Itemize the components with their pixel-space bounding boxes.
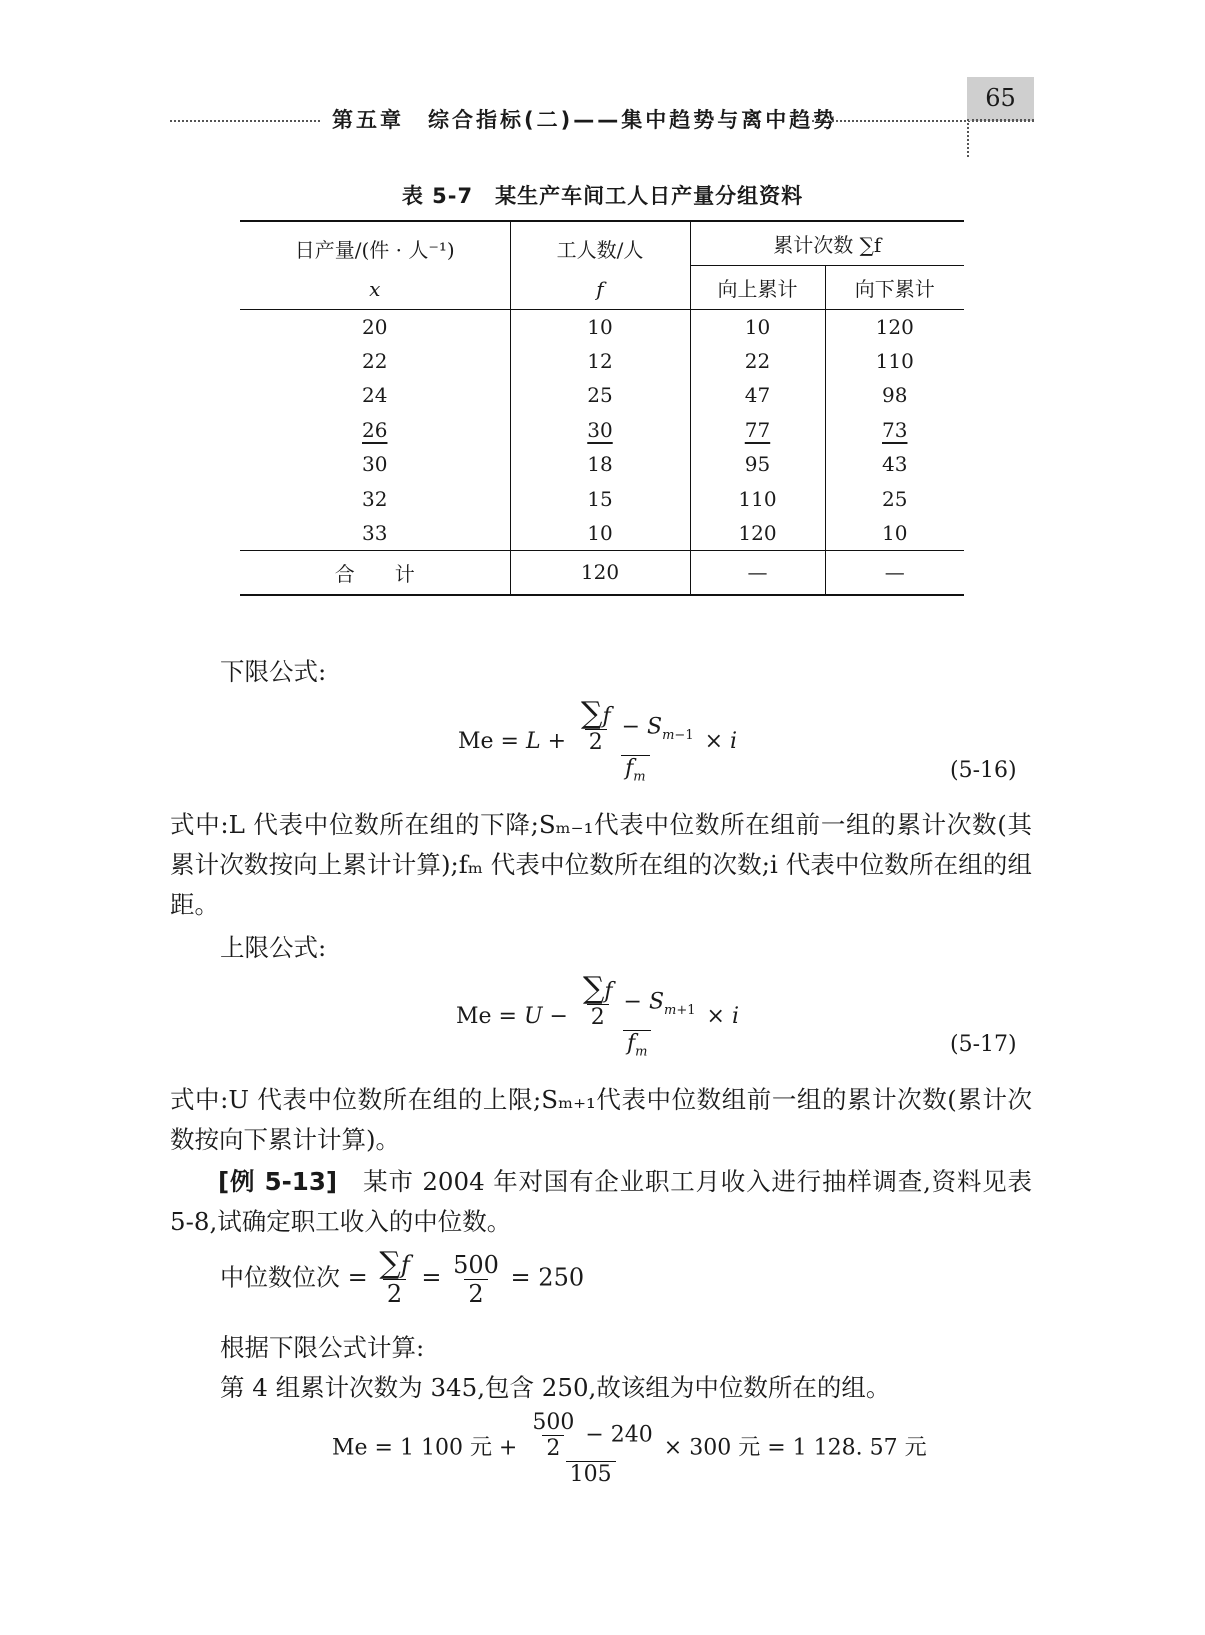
lower-formula-rhs: × i [704, 729, 738, 755]
table-cell: 10 [510, 516, 690, 551]
table-cell: 110 [825, 344, 964, 379]
final-rhs: × 300 元 = 1 128. 57 元 [663, 1435, 927, 1461]
table-row [240, 344, 964, 379]
final-minus: − 240 [585, 1422, 653, 1448]
lower-inner-num: ∑f [581, 696, 611, 731]
median-pos-eq3: = [510, 1263, 539, 1292]
table-row [240, 413, 964, 448]
final-numerator [524, 1410, 656, 1461]
table-cell: 43 [825, 447, 964, 482]
col-header-output [240, 221, 510, 309]
final-fraction [524, 1410, 656, 1487]
page-marker-tick [967, 119, 969, 157]
final-formula [332, 1410, 927, 1487]
final-lhs: Me = 1 100 元 + [332, 1435, 518, 1461]
lower-formula-label: 下限公式: [220, 657, 327, 686]
median-pos-frac1-num: ∑f [379, 1246, 410, 1281]
upper-formula-fraction [575, 971, 700, 1060]
final-inner-den: 2 [542, 1435, 564, 1461]
upper-inner-fraction [579, 971, 617, 1030]
table-cell: 32 [362, 486, 388, 511]
col-header-cum-down: 向下累计 [825, 265, 964, 309]
table-cell: 12 [510, 344, 690, 379]
lower-formula-numerator: $\frac{\sum f}{2}$ − $S_{m-1}$ [573, 700, 698, 755]
table-cell: 22 [690, 344, 825, 379]
total-up: — [690, 551, 825, 595]
total-f: 120 [510, 551, 690, 595]
table-caption: 表 5-7 某生产车间工人日产量分组资料 [401, 184, 804, 208]
table-cell: 33 [362, 521, 388, 545]
final-inner-num: 500 [532, 1410, 575, 1435]
final-denominator: 105 [566, 1461, 616, 1487]
table-cell: 98 [825, 378, 964, 413]
lower-formula-lhs: Me = L + [458, 729, 567, 755]
median-group-value: 26 [362, 417, 388, 442]
table-cell: 10 [825, 516, 964, 551]
median-pos-frac1 [375, 1246, 413, 1308]
upper-formula-explanation: 式中:U 代表中位数所在组的上限;Sₘ₊₁代表中位数组前一组的累计次数(累计次数按向下累计计算)。 [170, 1085, 1032, 1154]
median-position-formula [220, 1246, 585, 1308]
table-cell [510, 413, 690, 448]
table-cell [240, 413, 510, 448]
table-row [240, 516, 964, 551]
table-row [240, 447, 964, 482]
median-pos-result: 250 [538, 1263, 585, 1292]
col-header-cumulative: 累计次数 ∑f [690, 221, 964, 265]
lower-formula-explanation: 式中:L 代表中位数所在组的下降;Sₘ₋₁代表中位数所在组前一组的累计次数(其累计次数按向上累计计算);fₘ 代表中位数所在组的次数;i 代表中位数所在组的组距。 [170, 810, 1032, 919]
median-pos-frac2 [449, 1251, 503, 1308]
table-cell: 95 [690, 447, 825, 482]
col-header-output-label: 日产量/(件 · 人⁻¹) [294, 237, 455, 262]
page-number: 65 [967, 77, 1034, 121]
median-pos-num: 500 [453, 1250, 499, 1279]
data-table [240, 220, 964, 596]
median-group-value: 30 [587, 417, 613, 442]
lower-formula [458, 696, 738, 785]
table-cell: 18 [510, 447, 690, 482]
table-cell: 110 [690, 482, 825, 517]
lower-formula-denominator: $f_m$ [621, 755, 649, 784]
table-cell: 47 [690, 378, 825, 413]
table-cell [690, 413, 825, 448]
table-cell: 25 [510, 378, 690, 413]
header-rule-left [170, 120, 320, 122]
table-cell: 120 [690, 516, 825, 551]
upper-formula-lhs: Me = U − [456, 1004, 568, 1030]
upper-formula-denominator: $f_m$ [623, 1030, 651, 1059]
table-cell: 120 [825, 309, 964, 344]
upper-formula-label: 上限公式: [220, 933, 327, 962]
col-header-workers-symbol: f [596, 276, 604, 301]
lower-formula-fraction [573, 696, 698, 785]
final-inner-fraction [528, 1410, 578, 1461]
lower-inner-fraction [577, 696, 615, 755]
table-cell: 15 [510, 482, 690, 517]
example-text: 某市 2004 年对国有企业职工月收入进行抽样调查,资料见表 5-8,试确定职工收入的中位数。 [170, 1167, 1033, 1236]
table-cell: 10 [690, 309, 825, 344]
table-cell: 10 [510, 309, 690, 344]
upper-eq-number: (5-17) [950, 1032, 1017, 1057]
upper-inner-num: ∑f [582, 971, 613, 1006]
col-header-output-symbol: x [369, 276, 381, 301]
col-header-cum-up: 向上累计 [690, 265, 825, 309]
upper-formula-rhs: × i [706, 1004, 740, 1030]
total-label: 合 计 [240, 551, 510, 595]
median-group-value: 73 [882, 417, 908, 442]
lower-inner-den: 2 [585, 729, 607, 755]
table-row [240, 309, 964, 344]
median-pos-den: 2 [464, 1279, 487, 1308]
median-pos-frac1-den: 2 [383, 1279, 406, 1308]
total-down: — [825, 551, 964, 595]
group-text: 第 4 组累计次数为 345,包含 250,故该组为中位数所在的组。 [220, 1373, 891, 1402]
table-cell: 22 [362, 348, 388, 373]
table-row [240, 378, 964, 413]
example-paragraph [170, 1162, 1032, 1242]
table-cell [825, 413, 964, 448]
table-cell: 20 [362, 314, 388, 339]
lower-eq-number: (5-16) [950, 758, 1017, 783]
example-tag: [例 5-13] [218, 1167, 338, 1196]
median-pos-eq1: = [347, 1263, 376, 1292]
median-pos-label: 中位数位次 [220, 1263, 340, 1292]
col-header-workers-label: 工人数/人 [556, 237, 644, 262]
col-header-workers [510, 221, 690, 309]
upper-formula-numerator: $\frac{\sum f}{2}$ − $S_{m+1}$ [575, 975, 700, 1030]
calc-label: 根据下限公式计算: [220, 1333, 425, 1362]
upper-formula [456, 971, 740, 1060]
table-cell: 25 [825, 482, 964, 517]
table-cell: 30 [362, 452, 388, 477]
median-pos-eq2: = [421, 1263, 450, 1292]
median-group-value: 77 [744, 417, 771, 442]
table-cell: 24 [362, 383, 388, 408]
running-header: 第五章 综合指标(二)——集中趋势与离中趋势 [332, 108, 838, 132]
table-row [240, 482, 964, 517]
upper-inner-den: 2 [587, 1004, 609, 1030]
